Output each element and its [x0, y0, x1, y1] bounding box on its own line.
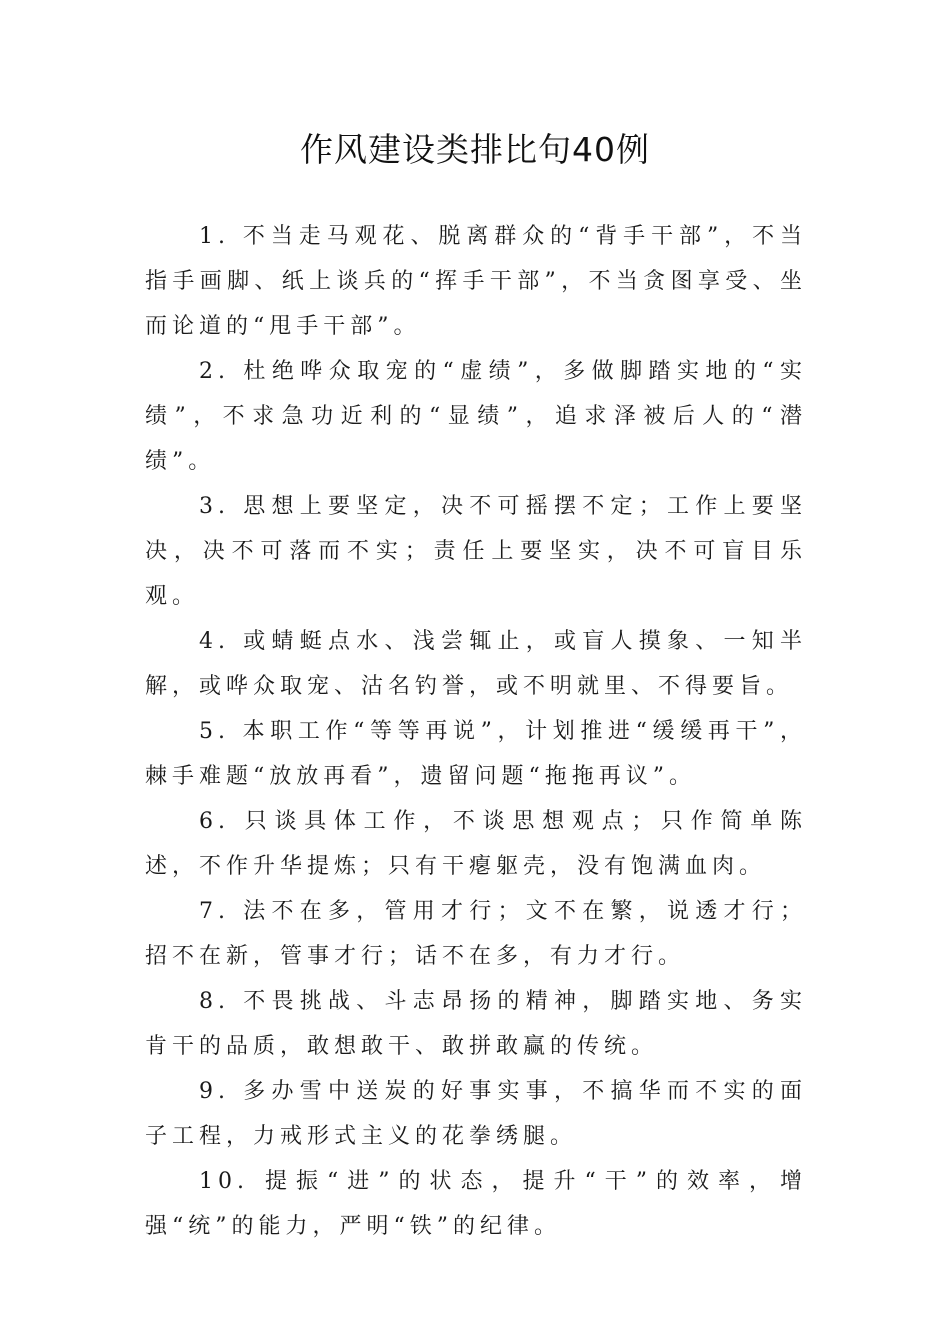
paragraph-5: 5. 本职工作“等等再说”，计划推进“缓缓再干”，棘手难题“放放再看”，遗留问题“拖拖再议”。: [145, 719, 807, 789]
paragraph-3: 3. 思想上要坚定，决不可摇摆不定；工作上要坚决，决不可落而不实；责任上要坚实，决不可盲目乐观。: [145, 494, 807, 609]
paragraph-1: 1. 不当走马观花、脱离群众的“背手干部”，不当指手画脚、纸上谈兵的“挥手干部”，不当贪图享受、坐而论道的“甩手干部”。: [145, 224, 807, 339]
paragraph-9: 9. 多办雪中送炭的好事实事，不搞华而不实的面子工程，力戒形式主义的花拳绣腿。: [145, 1079, 807, 1149]
paragraph-4: 4. 或蜻蜓点水、浅尝辄止，或盲人摸象、一知半解，或哗众取宠、沽名钓誉，或不明就里、不得要旨。: [145, 629, 807, 699]
document-title: 作风建设类排比句40例: [300, 130, 650, 169]
paragraph-8: 8. 不畏挑战、斗志昂扬的精神，脚踏实地、务实肯干的品质，敢想敢干、敢拼敢赢的传统。: [145, 989, 807, 1059]
paragraph-7: 7. 法不在多，管用才行；文不在繁，说透才行；招不在新，管事才行；话不在多，有力才行。: [145, 899, 807, 969]
paragraph-6: 6. 只谈具体工作，不谈思想观点；只作简单陈述，不作升华提炼；只有干瘪躯壳，没有饱满血肉。: [145, 809, 807, 879]
paragraph-10: 10. 提振“进”的状态，提升“干”的效率，增强“统”的能力，严明“铁”的纪律。: [145, 1169, 807, 1239]
paragraph-2: 2. 杜绝哗众取宠的“虚绩”，多做脚踏实地的“实绩”，不求急功近利的“显绩”，追求泽被后人的“潜绩”。: [145, 359, 807, 474]
document-body: [145, 214, 807, 1249]
